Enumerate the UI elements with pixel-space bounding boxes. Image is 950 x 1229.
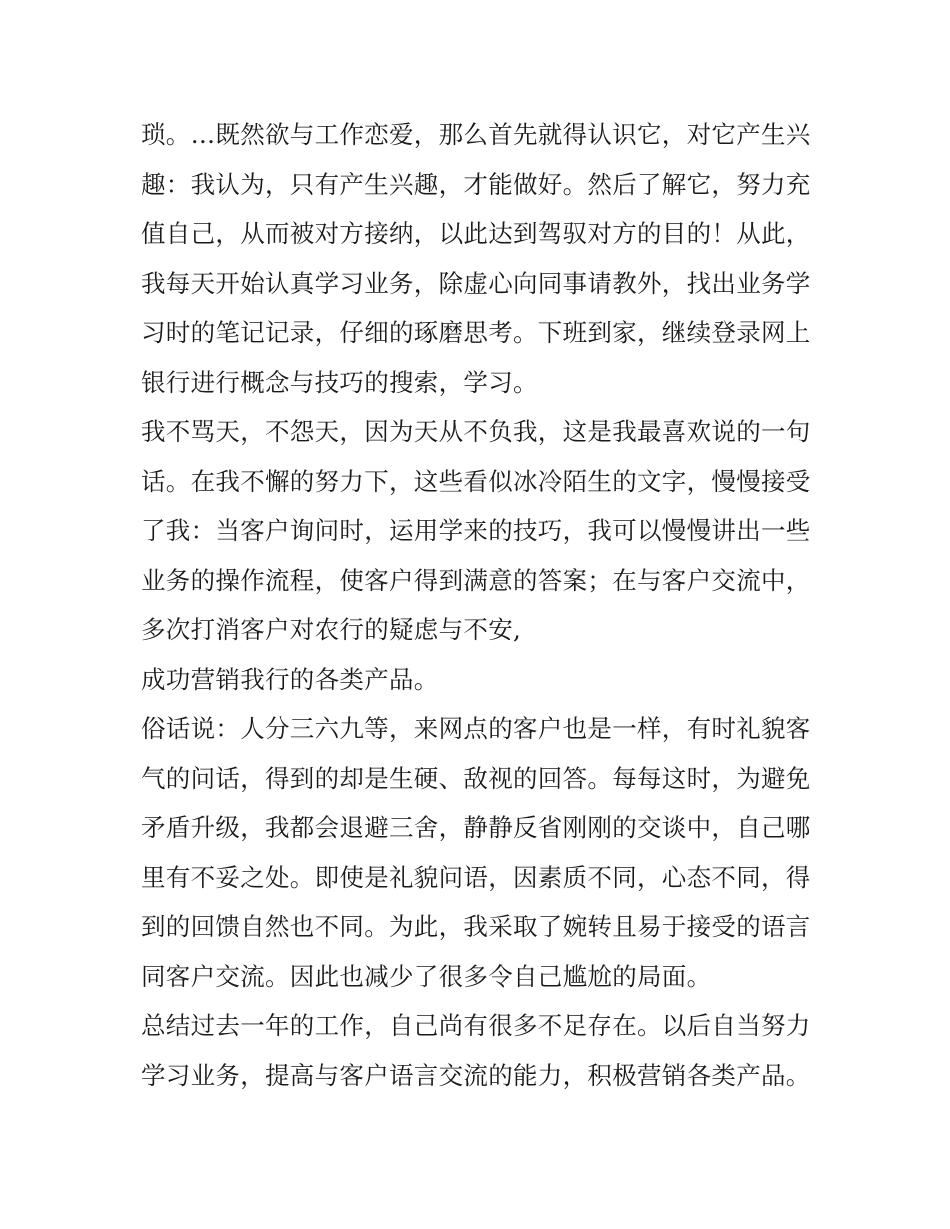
text-line: 了我：当客户询问时，运用学来的技巧，我可以慢慢讲出一些 [141,516,811,545]
text-line: 到的回馈自然也不同。为此，我采取了婉转且易于接受的语言 [141,912,811,941]
text-line: 学习业务，提高与客户语言交流的能力，积极营销各类产品。 [141,1060,811,1090]
text-line: 我不骂天，不怨天，因为天从不负我，这是我最喜欢说的一句 [141,417,811,446]
text-line: 值自己，从而被对方接纳，以此达到驾驭对方的目的！从此， [141,219,811,248]
text-line: 琐。…既然欲与工作恋爱，那么首先就得认识它，对它产生兴 [141,120,811,149]
text-line: 成功营销我行的各类产品。 [141,664,439,694]
text-line: 总结过去一年的工作，自己尚有很多不足存在。以后自当努力 [141,1011,811,1040]
text-line: 趣：我认为，只有产生兴趣，才能做好。然后了解它，努力充 [141,169,811,199]
text-line: 同客户交流。因此也减少了很多令自己尴尬的局面。 [141,961,712,991]
text-line: 里有不妥之处。即使是礼貌问语，因素质不同，心态不同，得 [141,862,811,892]
text-line: 矛盾升级，我都会退避三舍，静静反省刚刚的交谈中，自己哪 [141,813,811,842]
text-line: 我每天开始认真学习业务，除虚心向同事请教外，找出业务学 [141,268,811,298]
text-line: 业务的操作流程，使客户得到满意的答案；在与客户交流中， [141,565,811,595]
text-line: 气的问话，得到的却是生硬、敌视的回答。每每这时，为避免 [141,763,811,793]
text-line: 习时的笔记记录，仔细的琢磨思考。下班到家，继续登录网上 [141,318,811,347]
text-line: 银行进行概念与技巧的搜索，学习。 [141,367,538,397]
text-line: 多次打消客户对农行的疑虑与不安, [141,615,522,644]
body-text [141,110,821,1100]
text-line: 俗话说：人分三六九等，来网点的客户也是一样，有时礼貌客 [141,714,811,743]
text-line: 话。在我不懈的努力下，这些看似冰冷陌生的文字，慢慢接受 [141,466,811,496]
